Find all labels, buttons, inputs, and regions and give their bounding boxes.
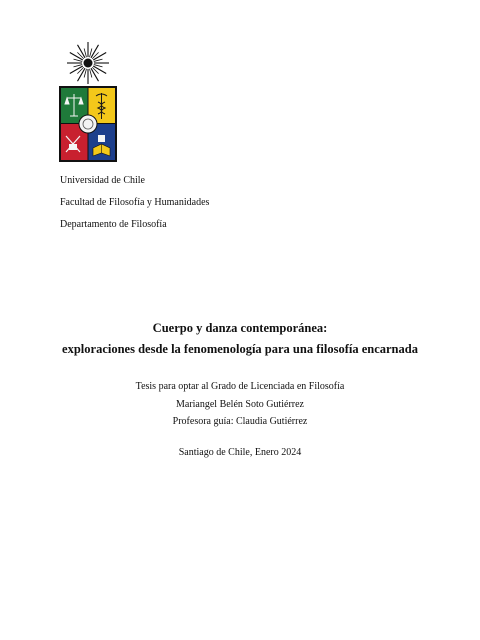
university-name: Universidad de Chile — [60, 175, 145, 186]
crest-medallion-icon — [79, 115, 97, 133]
thesis-title — [0, 318, 480, 360]
thesis-title-line-1: Cuerpo y danza contemporánea: — [152, 321, 328, 335]
university-crest-icon — [58, 40, 120, 166]
place-and-date: Santiago de Chile, Enero 2024 — [178, 447, 302, 458]
degree-statement: Tesis para optar al Grado de Licenciada en Filosofía — [135, 381, 345, 392]
faculty-name: Facultad de Filosofía y Humanidades — [60, 197, 210, 208]
thesis-title-line-2: exploraciones desde la fenomenología para una filosofía encarnada — [62, 342, 418, 356]
author-name: Mariangel Belén Soto Gutiérrez — [175, 398, 304, 410]
advisor-name: Profesora guía: Claudia Gutiérrez — [172, 416, 308, 427]
thesis-meta — [0, 378, 480, 431]
department-name: Departamento de Filosofía — [60, 219, 167, 230]
affiliation-block — [60, 170, 209, 236]
